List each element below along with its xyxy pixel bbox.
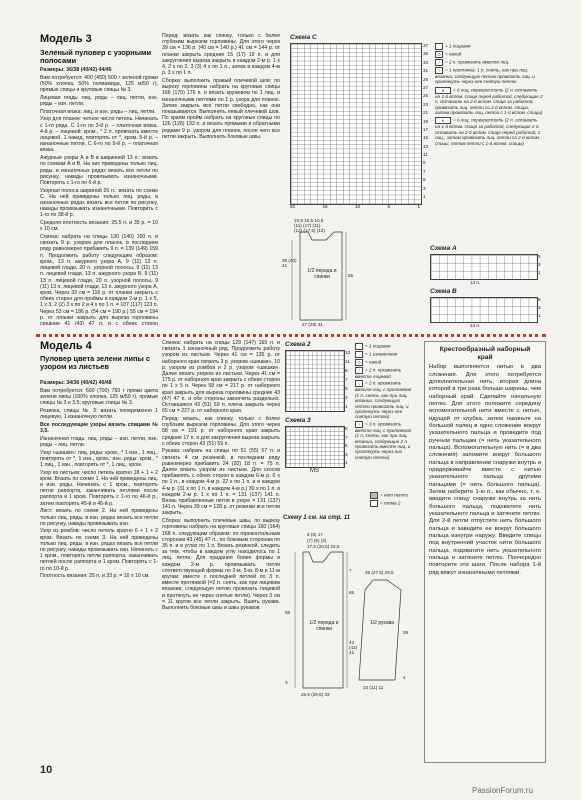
cross-edge-text: Набор выполняется нитью в два сложения. Для этого потребуется дополнительная нить, вторая длина которой в три раза больше ширины, чем наборный край. Сделайте начальную петлю. Для этого положите середину вспомогательной нити вместе с нитью, идущей от клубка, затем накиньте на большой палец в одно сложение вокруг указательного пальца и проведите под ручным пальцам (= нить указательного пальца). Вспомогательную нить (= в два сложения) заложите вокруг большого пальца в направлении снаружи внутрь и придерживайте вместе с нитью указательного пальца другими пальцами (= нить большого пальца). Затем наберите 1-ю п., как обычно, т. е. введите спицу снаружи внутрь за нить большого пальца, подхватите нить указательного пальца и затяните петлю. Для 2-й петли отпустите нить большого пальца и заведите ее вокруг большого пальца изнутри наружу. Введите спицы под внутренний участок нити большого пальца, подхватите нить указательного пальца и затяните петлю. Поочередно повторите эти шаги. После набора 1-й ряд вяжут изнаночными петлями. [429, 364, 541, 576]
schema-a-grid [430, 254, 538, 280]
schema-c-col: 15 [322, 204, 328, 209]
schema-c-row: 1 [423, 194, 426, 200]
legend-item [355, 380, 415, 419]
model3-dims-top2: (11) (17) (11) [294, 223, 321, 228]
model3-text-left [40, 67, 158, 325]
model3-stripe: Узорная полоса шириной 20 п.: вязать по схеме С. На ней приведены только лиц. ряды, в изнаночных рядах вязать все петли по рисунку, накиды провязывать изнаночными. Повторить с 1-го по 38-й р. [40, 187, 158, 219]
model4-sleeve-label: 1/2 рукава [369, 620, 395, 626]
legend-text: = 1 изнаночная [365, 351, 398, 357]
sk2p-icon: * [355, 421, 363, 428]
schema-3-row: 9 [345, 426, 348, 431]
legend-text: = накид [365, 359, 382, 365]
model4-dim-3: 3 [285, 680, 288, 685]
ssk-icon: \ [435, 67, 443, 74]
model3-text-right [162, 33, 280, 325]
schema-c-row: 7 [423, 168, 426, 174]
schema-c-row: 25 [423, 93, 429, 99]
schema-c-row: 17 [423, 126, 429, 132]
schema-c-grid [290, 43, 422, 205]
legend-text: = 1 лицевая [365, 343, 391, 349]
model3-front: Перед: вязать как спинку, только с более глубоким вырезом горловины. Для этого через 39 см = 136 р. (40 см = 140 р.) 41 см = 144 р. от планки закрыть средние 15 (17) 19 п. и для закругления выреза закрыть в каждом 2-м р. 1 х 4, 2 х по 2, 3 (3) 4 х по 1 п., затем в каждом 4-м р. 3 х по 1 п. [162, 33, 280, 77]
model4-dim-58: 58 [285, 610, 291, 615]
model3-subtitle: Зеленый пуловер с узорными полосами [40, 48, 152, 66]
schema-3-legend [370, 492, 420, 507]
knit-symbol-icon [355, 343, 363, 350]
legend-text: = 6 лиц. перекрестить (2 п. оставить на 1-й вспом. спице за работой, следующие 2 п. оставить на 2-й вспом. спице перед работой, 2 лиц., затем провязать лиц. петли со 2-й вспом. спицы, потом петли с 1-й вспом. спицы) [435, 118, 541, 146]
model4-dim-65: 65 [349, 590, 355, 595]
legend-item [355, 343, 415, 350]
model4-assembly: Сборка: выполнить плечевые швы, по вырезу горловины набрать на круговые спицы 160 (164) 168 п. следующим образом: по горизонтальным сторонам 43 (45) 47 п., по боковым сторонам по 35 п. и в углах по 1 п. Вязать резинкой, следить за тем, чтобы в каждом углу находилось по 1 лиц. петле. Для придания более формы в каждом 2-м р. провязывать петли соответствующей формы по 2-м, 5-м, 8-м и 11-м кругам: вместе с последней петлей по 3 п. вместе протяжкой (=2 п. снять, как при лицевом вязании, следующую петлю провязать лицевой и протянуть ее через снятые петли). Через 3 см = 11 кругов все петли закрыть. Вшить рукава. Выполнить боковые швы и швы рукавов. [162, 518, 280, 612]
legend-text: = 2 п. провязать вместе лицевой [355, 367, 402, 379]
model3-lace-ab: Ажурные узоры А и В в ширинной 13 п.: вязать по схемам А и В. На них приведены только лиц. ряды, в изнаночных рядах вязать все петли по рисунку, накиды провязывать изнаночными. Повторять с 1-го по 6-й р. [40, 155, 158, 186]
schema-c-row: 5 [423, 177, 426, 183]
model3-dim-55: 55 [348, 273, 354, 278]
schema-c-row: 33 [423, 59, 429, 65]
schema-c-row: 27 [423, 84, 429, 90]
model3-dims-top: 10,5 15,5 10,5 [294, 218, 324, 223]
model4-dim-7: 7 [349, 568, 352, 573]
schema-3-row: 5 [345, 443, 348, 448]
schema-2-row: 13 [345, 350, 351, 355]
schema-c-row: 11 [423, 152, 428, 158]
schema-2-rows [345, 350, 350, 409]
legend-text: = 6 лиц. перекрестить (2 п. оставить на 1-й вспом. спице перед работой, следующие 2 п. оставить на 2-й вспом. спице за работой, провязать лиц. петли со 2-й вспом. спицы, затем провязать лиц. петли с 1-й вспом. спицы) [435, 87, 543, 116]
purl-symbol-icon: - [355, 351, 363, 358]
legend-text: = нет петли [380, 492, 408, 498]
schema-c-row: 37 [423, 43, 429, 48]
model4-leaf: Лист: вязать по схеме 2. На ней приведены только лиц. ряды, в изн. рядах вязать все петли по рисунку, накиды провязывать изн. [40, 508, 158, 527]
legend-item [370, 492, 420, 499]
model3-sizes: Размеры: 36/38 (40/42) 44/46 [40, 67, 112, 73]
schema-c-row: 15 [423, 135, 429, 141]
model4-front-back-label: 1/2 переда и спинки [309, 620, 339, 632]
model4-back: Спинка: набрать на спицы 129 (147) 165 п. и связать 1 изнаночный ряд. Продолжить работу узором из листьев. Через 41 см = 135 р. от наборного края связать 3 р. узором «шишки», 10 р. узором из ромбов и 2 р. узором «шишки». Далее вязать узором из листьев. Через 41 см = 175 р. от наборного края закрыть с обеих сторон по 1 х 5 п. Через 58 см = 217 р. от наборного края закрыть для выреза горловины средние 43 (47) 47 п. и обе стороны закончить раздельно. Оставшиеся 43 (51) 59 п. плеча закрыть через 65 см = 227 р. от наборного края. [162, 340, 280, 415]
cable-left-icon: 6 [435, 117, 451, 124]
schema-a-title: Схема А [430, 245, 457, 252]
schema-3-grid [285, 426, 345, 468]
legend-text: = 1 протяжка: 1 п. снять, как при лиц. вязании, следующую петлю провязать лиц. и протянуть через нее снятую петлю [435, 67, 535, 85]
legend-text: = накид [445, 51, 462, 57]
k2tog-icon: / [435, 59, 443, 66]
schema-c-row: 19 [423, 118, 429, 124]
model3-dim-side: 39 (40) 41 [282, 258, 297, 268]
schema-c-col: 1 [417, 204, 420, 209]
yarn-over-icon: O [355, 359, 363, 366]
schema-c-row: 3 [423, 185, 426, 191]
model4-seed: Узор «шишки»: лиц. ряды: кром., * 1 изн., 1 лиц., повторять от *, 1 изн., кром.; изн. ряды: кром., * 1 лиц., 1 изн., повторять от *, 1 лиц., кром. [40, 449, 158, 468]
model3-title: Модель 3 [40, 33, 92, 45]
schema-b-col-label: 13 п. [470, 323, 481, 328]
schema-c-col-numbers [290, 204, 420, 209]
legend-item [435, 67, 543, 85]
schema-c-row: 13 [423, 143, 429, 149]
schema-c-legend [435, 43, 543, 146]
model4-dim-bottom: 25,5 (29,5) 33 [301, 692, 330, 697]
model4-dims-top3: 17,5 (20,5) 23,5 [307, 544, 340, 549]
schema-c-row: 35 [423, 51, 429, 57]
model4-sleeves: Рукава: набрать на спицы по 51 (55) 57 п. и связать 4 см резинкой, в последнем ряду равномерно прибавить 24 (20) 18 п. = 75 п. Далее вязать узором из листьев. Для скосов прибавлять с обеих сторон в каждом 6-м р. 6 х по 1 п., в каждом 4-м р. 22 х по 1 п. и в каждом 4-м р. (31 х по 1 п. в каждом 4-м р.) 30 х по 1 п. в каждом 2-м р. 1 х по 1 п. = 131 (137) 141 п. Вновь прибавленные петли в узоре = 131 (137) 141 п. Через 39 см = 128 р. от резинки все петли закрыть. [162, 448, 280, 517]
model4-sleeve-top: 26 (27,5) 28,5 [365, 570, 394, 575]
no-stitch-icon [370, 492, 378, 499]
legend-text: = 2 п. провязать вместе лиц. с протяжкой (1 п. снять, как при лиц. вязании, следующую петлю провязать лиц. и протянуть через нее снятую петлю) [355, 381, 412, 420]
legend-text: = 3 п. провязать вместе лиц. с протяжкой (1 п. снять, как при лиц. вязании, следующие 2 п. провязать вместе лиц. и протянуть через них снятую петлю) [355, 421, 412, 460]
model4-front: Перед: вязать, как спинку, только с более глубоким вырезом горловины. Для этого через 58 см = 191 р. от наборного края закрыть средние 17 п. и для закругления выреза закрыть с обеих сторон 43 (51) 59 п. [162, 415, 280, 447]
schema-b-title: Схема В [430, 288, 457, 295]
model3-gauge: Средняя плотность вязания: 25,5 п. и 35 р. = 10 х 10 см. [40, 220, 158, 233]
yarn-over-icon: O [435, 51, 443, 58]
model4-dim-39: 39 [403, 630, 409, 635]
legend-text: = 1 лицевая [445, 43, 471, 49]
cross-edge-title: Крестообразный наборный край [439, 346, 531, 361]
schema-c-row: 29 [423, 76, 429, 82]
model4-subtitle: Пуловер цвета зелени липы с узором из листьев [40, 354, 150, 372]
schema-c-row: 31 [423, 68, 429, 74]
model4-title: Модель 4 [40, 340, 92, 352]
k2tog-icon: / [355, 367, 363, 374]
schema-2-row: 11 [345, 359, 350, 364]
model4-dim-4: 4 [403, 675, 406, 680]
schema-2-row: 5 [345, 386, 348, 391]
schema-c-col: 10 [355, 204, 361, 209]
legend-item [435, 87, 543, 116]
schema-a-row: 3 [538, 262, 541, 267]
schema-3-row: 1 [345, 460, 348, 465]
schema-a-rows [538, 254, 541, 275]
model4-sleeve-bottom: 10 (11) 11 [363, 685, 384, 690]
schema-3-rows [345, 426, 348, 465]
model3-dims-top3: (12) (17,5) (12) [294, 228, 325, 233]
model4-diamonds: Узор из ромбов: число петель кратно 6 + 1 + 2 кром. Вязать по схеме 3. На ней приведены только лиц. ряды, в изн. рядах вязать все петли по рисунку, накиды провязывать изн. Начинать с 1 кром., повторять петли раппорта, заканчивать петлей после раппорта и 1 кром. Повторять с 1-го по 10-й р. [40, 528, 158, 572]
model4-needles: Все последующие узоры вязать спицами № 3,5. [40, 421, 158, 434]
model4-pattern-svg [283, 530, 418, 705]
schema-c-row: 9 [423, 160, 426, 166]
model4-dim-43: 43 (42) 41 [349, 640, 358, 655]
legend-text: = 2 п. провязать вместе лиц. [445, 59, 510, 65]
model3-garter: Платочная вязка: лиц. и изн. ряды – лиц. петли. [40, 108, 156, 115]
model4-gauge: Плотность вязания: 25 п. и 33 р. = 10 х 10 см. [40, 573, 150, 580]
schema-2-row: 1 [345, 404, 348, 409]
legend-item [435, 117, 543, 146]
model4-text-left [40, 380, 158, 755]
schema-3-ms-label: MS [310, 468, 319, 474]
legend-item [355, 421, 415, 460]
model4-sizes: Размеры: 34/36 (40/42) 46/48 [40, 380, 112, 386]
schema-b-row: 1 [538, 313, 541, 318]
knit-symbol-icon [435, 43, 443, 50]
cable-right-icon: 6 [435, 87, 451, 94]
schema-3-title: Схема 3 [285, 417, 311, 424]
schema-3-row: 7 [345, 434, 348, 440]
schema-a-col-label: 13 п. [470, 280, 481, 285]
model4-dims-top: 8 (6) 17 [307, 532, 323, 537]
schema-2-legend [355, 343, 415, 460]
schema-a-row: 5 [538, 254, 541, 259]
schema-b-grid [430, 297, 538, 323]
legend-text: = схема 2 [380, 500, 401, 506]
schema-3-row: 3 [345, 451, 348, 457]
legend-item [435, 43, 543, 50]
model3-materials: Вам потребуется: 400 (450) 500 г зеленой пряжи (50% хлопка, 50% полиамида, 125 м/50 г), прямые спицы и круговые спицы № 3. [40, 74, 158, 94]
schema-2-row: 7 [345, 377, 348, 382]
model3-front-back-label: 1/2 переда и спинки [307, 268, 337, 280]
model4-rib: Резинка, спицы № 3: вязать попеременно 1 лицевую, 1 изнаночную петли. [40, 407, 158, 421]
model4-reverse-st: Изнаночная гладь: лиц. ряды – изн. петли, изн. ряды – лиц. петли. [40, 435, 158, 448]
model4-leaves: Узор из листьев: число петель кратно 18 + 1 + 2 кром. Вязать по схеме 1. На ней приведены лиц. и изн. ряды. Начинать с 1 кром., повторять петли раппорта, заканчивать петлями после раппорта и 1 кром. Повторять с 1-го по 46-й р., затем повторять 45-й и 46-й р. [40, 469, 158, 507]
model3-back: Спинка: набрать на спицы 130 (140) 150 п. и связать 9 р. узором для планок, в последнем ряду равномерно прибавить 9 п. = 139 (149) 159 п. Продолжить работу следующим образом: кром., 13 п. ажурного узора А, 9 (11) 13 п. лицевой глади, 20 п. узорной полосы, 9 (11) 13 п. лицевой глади, 13 п. ажурного узора В, 9 (11) 13 п. лицевой глади, 20 п. узорной полосы, 9 (11) 13 п. лицевой глади, 13 п. ажурного узора А, кром. Через 33 см = 116 р. от планки закрыть с обеих сторон для проймы в каждом 2-м р. 1 х 5, 1 х 3, 2 (2) 3 х по 2 и 4 х по 1 п. = 107 (117) 123 п. Через 53 см = 186 р. (54 см = 190 р.) 55 см = 194 р. от планки закрыть для выреза горловины средние 41 (43) 47 п. и с обеих сторон [40, 234, 158, 325]
schema-2-row: 9 [345, 368, 348, 373]
legend-item [355, 359, 415, 366]
schema-b-rows [538, 297, 541, 318]
schema-a-row: 1 [538, 270, 541, 275]
legend-item [435, 51, 543, 58]
ssk-icon: \ [355, 380, 363, 387]
model3-assembly: Сборка: выполнить правый плечевой шов; по вырезу горловины набрать на круговые спицы 166 (170) 176 п. и вязать кружевом по 1 лиц. и изнаночными петлями по 1 р. узора для планок. Затем закрыть все петли свободно, как они показываются. Выполнить левый плечевой шов. По краям пройм набрать на круговые спицы по 126 (126) 132 п. и вязать прямыми и обратными рядами 9 р. узором для планок, после чего все петли закрыть. Выполнить боковые швы. [162, 77, 280, 140]
section-separator [36, 334, 546, 337]
cross-edge-box [424, 341, 546, 763]
watermark: PassionForum.ru [472, 786, 533, 795]
model3-pattern-drawing [282, 218, 354, 330]
model3-stockinette: Лицевая гладь: лиц. ряды – лиц. петли, изн. ряды – изн. петли. [40, 94, 158, 108]
schema-c-row-numbers [423, 43, 433, 199]
schema-b-row: 3 [538, 305, 541, 310]
schema-b-row: 5 [538, 297, 541, 302]
legend-item [355, 367, 415, 379]
schema-2-row: 3 [345, 395, 348, 400]
page-number: 10 [40, 764, 53, 776]
schema-2-title: Схема 2 [285, 341, 311, 348]
model4-text-right [162, 340, 280, 760]
legend-item [355, 351, 415, 358]
model4-dims-top2: (7) (8) (3) [307, 538, 327, 543]
schema-c-row: 23 [423, 101, 429, 107]
schema-c-title: Схема С [290, 34, 317, 41]
model3-edge-pattern: Узор для планок: четное число петель. Начинать с 1-го ряда. С 1-го по 3-й р. – платочная вязка. 4-й р. – лицевой: кром., * 2 п. провязать вместе лицевой, 1 накид, повторять от *, кром. 5-й р. – изнаночные петли. С 6-го по 9-й р. – платочная вязка. [40, 116, 158, 154]
legend-item [370, 500, 420, 507]
schema-2-ref-icon [370, 500, 378, 507]
schema-c-col: 20 [290, 204, 296, 209]
schema-2-grid [285, 350, 345, 412]
model4-pattern-drawing [283, 530, 418, 705]
schema-c-col: 5 [387, 204, 391, 209]
legend-item [435, 59, 543, 66]
model3-dim-bottom: 27 (29) 31 [302, 322, 323, 327]
model4-materials: Вам потребуется: 600 (700) 750 г пряжи цвета зелени липы (100% хлопка, 125 м/50 г), прямые спицы № 3 и 3,5; круговые спицы № 3. [40, 387, 158, 407]
schema-c-row: 21 [423, 110, 429, 116]
schema-1-reference: Схему 1 см. на стр. 11 [283, 515, 350, 521]
